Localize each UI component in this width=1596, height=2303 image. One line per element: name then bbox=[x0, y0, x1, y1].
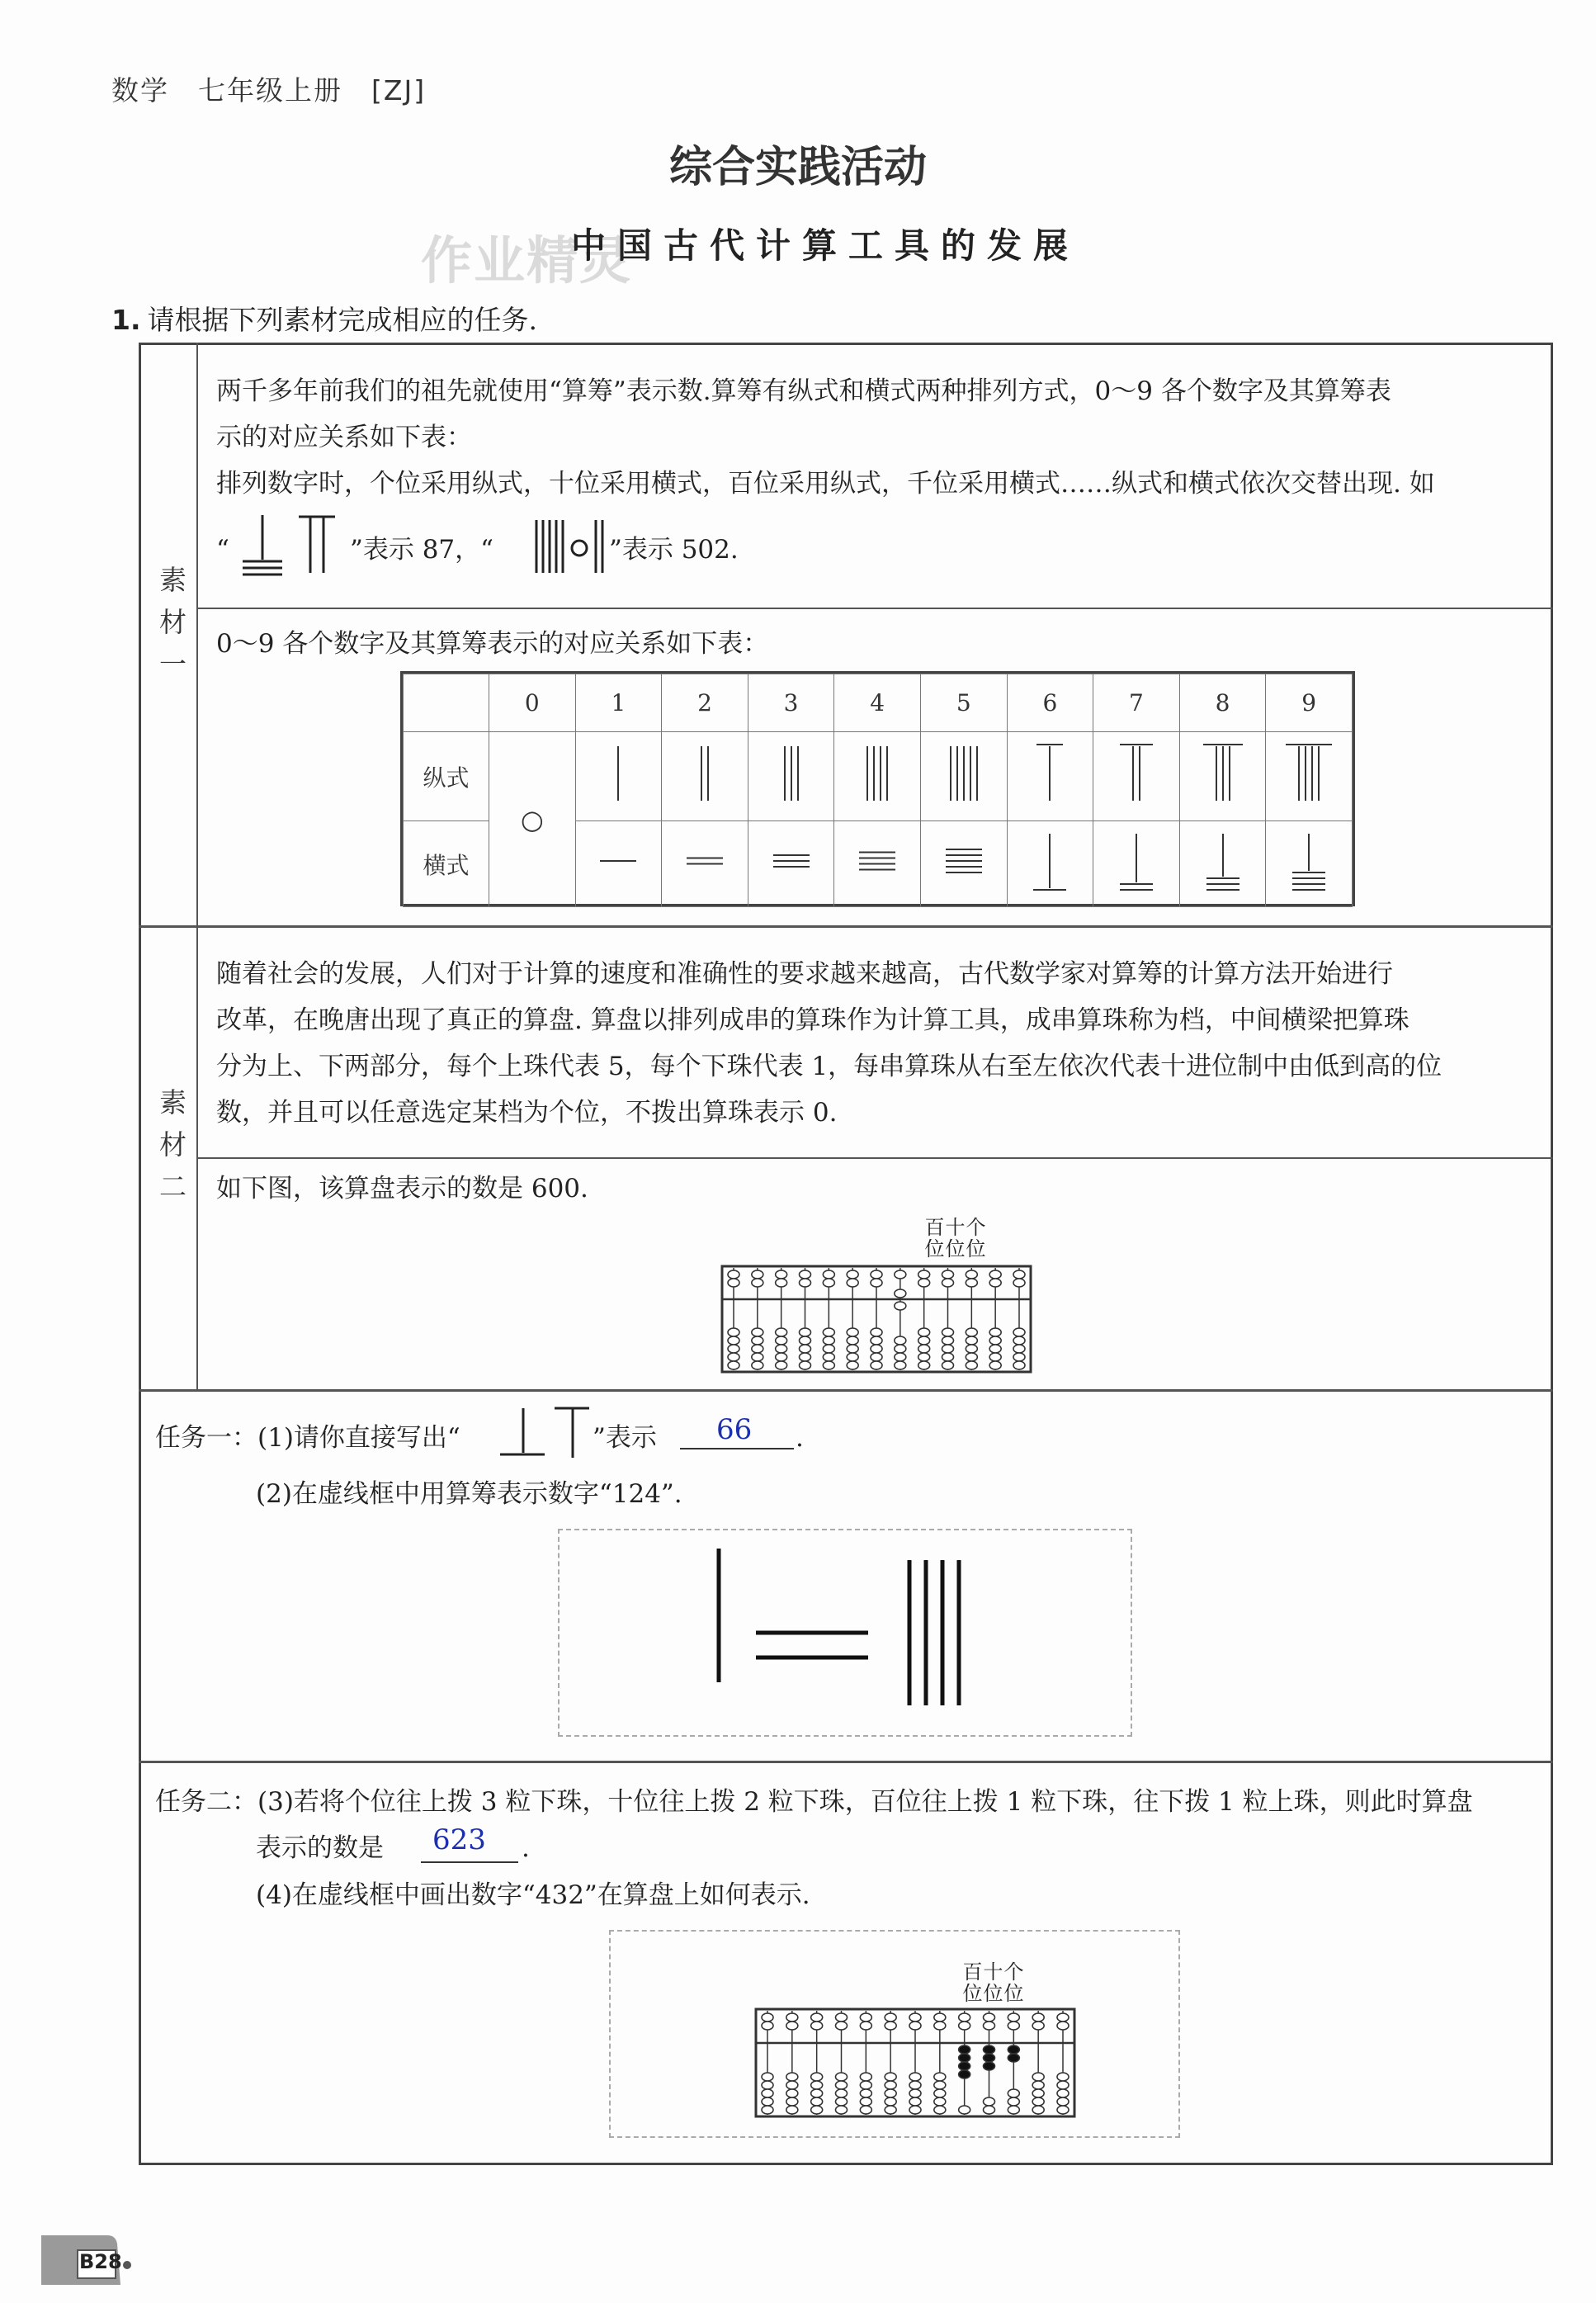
abacus-bead bbox=[811, 2106, 823, 2114]
abacus-bead bbox=[942, 1361, 954, 1369]
abacus2-label-bottom: 位位位 bbox=[962, 1982, 1025, 2005]
abacus-bead bbox=[1008, 2022, 1019, 2030]
vertical-rod-6 bbox=[1007, 732, 1093, 821]
example-502-text: ”表示 502. bbox=[609, 535, 739, 565]
abacus-bead bbox=[1057, 2081, 1069, 2089]
abacus-bead bbox=[800, 1279, 811, 1287]
abacus-bead bbox=[895, 1289, 906, 1298]
abacus-bead bbox=[966, 1345, 977, 1353]
abacus-bead bbox=[989, 1336, 1001, 1345]
abacus-bead bbox=[1057, 2089, 1069, 2097]
example-open-quote-1: “ bbox=[216, 535, 229, 565]
abacus-bead bbox=[885, 2022, 896, 2030]
material1-text bbox=[216, 368, 1537, 507]
abacus-bead bbox=[811, 2022, 823, 2030]
abacus-bead bbox=[786, 2022, 798, 2030]
abacus-bead bbox=[836, 2022, 848, 2030]
abacus-bead bbox=[728, 1279, 739, 1287]
task1-suffix: ”表示 bbox=[593, 1423, 657, 1453]
abacus-bead bbox=[811, 2081, 823, 2089]
abacus-bead bbox=[918, 1279, 930, 1287]
abacus-bead bbox=[762, 2013, 773, 2022]
horizontal-rod-3 bbox=[748, 821, 834, 907]
material1-example bbox=[216, 522, 1537, 588]
abacus-bead bbox=[1013, 1353, 1025, 1361]
abacus-bead bbox=[776, 1353, 787, 1361]
abacus-bead bbox=[800, 1270, 811, 1279]
table-corner bbox=[404, 674, 489, 732]
abacus-bead bbox=[989, 1361, 1001, 1369]
rod-numeral-66 bbox=[495, 1405, 593, 1463]
abacus-bead bbox=[918, 1353, 930, 1361]
abacus-bead bbox=[959, 2062, 970, 2070]
table-header-5: 5 bbox=[920, 674, 1007, 732]
abacus-bead bbox=[1032, 2013, 1044, 2022]
abacus-bead bbox=[786, 2081, 798, 2089]
abacus-bead bbox=[800, 1336, 811, 1345]
abacus-bead bbox=[786, 2106, 798, 2114]
abacus-bead bbox=[776, 1345, 787, 1353]
abacus-bead bbox=[752, 1353, 763, 1361]
abacus-bead bbox=[836, 2081, 848, 2089]
horizontal-rod-5 bbox=[920, 821, 1007, 907]
abacus-bead bbox=[752, 1270, 763, 1279]
abacus-bead bbox=[909, 2089, 921, 2097]
divider-m1-inner bbox=[196, 608, 1553, 609]
abacus-bead bbox=[823, 1336, 834, 1345]
task1-prefix: 任务一：(1)请你直接写出“ bbox=[155, 1423, 460, 1453]
question-number: 1. bbox=[111, 304, 141, 336]
task2-line1: 任务二：(3)若将个位往上拨 3 粒下珠，十位往上拨 2 粒下珠，百位往上拨 1 粒下珠，往下拨 1 粒上珠，则此时算盘 bbox=[155, 1787, 1473, 1817]
abacus-bead bbox=[1008, 2097, 1019, 2106]
task1-end: . bbox=[796, 1423, 804, 1453]
material1-label: 素材一 bbox=[155, 565, 187, 692]
abacus-bead bbox=[1008, 2106, 1019, 2114]
table-intro: 0～9 各个数字及其算筹表示的对应关系如下表： bbox=[216, 629, 769, 659]
horizontal-rod-7 bbox=[1093, 821, 1180, 907]
example-87-text: ”表示 87，“ bbox=[350, 535, 493, 565]
abacus-bead bbox=[934, 2073, 946, 2081]
abacus-bead bbox=[959, 2045, 970, 2054]
rod-numeral-502 bbox=[530, 513, 607, 579]
abacus-bead bbox=[836, 2013, 848, 2022]
row-label-vertical: 纵式 bbox=[404, 732, 489, 821]
task2-part4: (4)在虚线框中画出数字“432”在算盘上如何表示. bbox=[256, 1880, 810, 1910]
material1-para3: 排列数字时，个位采用纵式，十位采用横式，百位采用纵式，千位采用横式……纵式和横式依次交替出现. 如 bbox=[216, 469, 1435, 499]
abacus-bead bbox=[966, 1279, 977, 1287]
abacus-bead bbox=[1013, 1336, 1025, 1345]
task2-line2-prefix: 表示的数是 bbox=[256, 1833, 384, 1863]
abacus-bead bbox=[847, 1353, 858, 1361]
table-header-1: 1 bbox=[575, 674, 662, 732]
abacus-bead bbox=[1032, 2081, 1044, 2089]
abacus-bead bbox=[811, 2073, 823, 2081]
abacus-bead bbox=[847, 1270, 858, 1279]
abacus-bead bbox=[871, 1279, 882, 1287]
abacus-bead bbox=[800, 1345, 811, 1353]
abacus-bead bbox=[1008, 2013, 1019, 2022]
abacus-bead bbox=[871, 1328, 882, 1336]
abacus-bead bbox=[823, 1270, 834, 1279]
rod-numeral-table bbox=[400, 671, 1355, 906]
abacus-bead bbox=[1057, 2097, 1069, 2106]
task2-line2-end: . bbox=[522, 1833, 530, 1863]
abacus-bead bbox=[847, 1279, 858, 1287]
abacus-bead bbox=[966, 1328, 977, 1336]
table-header-9: 9 bbox=[1266, 674, 1353, 732]
watermark: 作业精灵 bbox=[421, 230, 633, 291]
abacus-bead bbox=[1057, 2106, 1069, 2114]
abacus-bead bbox=[728, 1345, 739, 1353]
abacus-bead bbox=[942, 1279, 954, 1287]
horizontal-rod-1 bbox=[575, 821, 662, 907]
abacus-bead bbox=[984, 2106, 995, 2114]
abacus-bead bbox=[918, 1345, 930, 1353]
abacus-bead bbox=[989, 1353, 1001, 1361]
abacus-bead bbox=[966, 1353, 977, 1361]
abacus-bead bbox=[786, 2097, 798, 2106]
table-header-8: 8 bbox=[1179, 674, 1266, 732]
vertical-rod-7 bbox=[1093, 732, 1180, 821]
abacus-bead bbox=[942, 1353, 954, 1361]
abacus-bead bbox=[885, 2013, 896, 2022]
book-header: 数学 七年级上册 [ZJ] bbox=[111, 74, 427, 106]
abacus-bead bbox=[885, 2073, 896, 2081]
vertical-rod-4 bbox=[834, 732, 921, 821]
abacus-bead bbox=[1013, 1270, 1025, 1279]
material2-example: 如下图，该算盘表示的数是 600. bbox=[216, 1174, 588, 1204]
abacus-bead bbox=[989, 1328, 1001, 1336]
abacus-bead bbox=[909, 2013, 921, 2022]
abacus-bead bbox=[885, 2106, 896, 2114]
abacus-bead bbox=[823, 1328, 834, 1336]
abacus-bead bbox=[836, 2106, 848, 2114]
abacus-bead bbox=[909, 2106, 921, 2114]
page-subtitle: 中国古代计算工具的发展 bbox=[570, 225, 1079, 266]
abacus-bead bbox=[1032, 2073, 1044, 2081]
task2-answer: 623 bbox=[432, 1823, 486, 1856]
abacus-bead bbox=[1008, 2089, 1019, 2097]
abacus-bead bbox=[918, 1328, 930, 1336]
abacus-bead bbox=[823, 1345, 834, 1353]
abacus-600 bbox=[720, 1265, 1032, 1374]
abacus-bead bbox=[728, 1361, 739, 1369]
abacus-bead bbox=[786, 2013, 798, 2022]
horizontal-rod-4 bbox=[834, 821, 921, 907]
abacus-bead bbox=[860, 2106, 871, 2114]
table-header-7: 7 bbox=[1093, 674, 1180, 732]
abacus-bead bbox=[776, 1336, 787, 1345]
abacus-bead bbox=[762, 2022, 773, 2030]
divider-task1-task2 bbox=[139, 1761, 1553, 1763]
question-prompt bbox=[111, 299, 537, 338]
page-title: 综合实践活动 bbox=[668, 143, 927, 192]
abacus-bead bbox=[1013, 1361, 1025, 1369]
abacus-bead bbox=[860, 2073, 871, 2081]
divider-m2-inner bbox=[196, 1157, 1553, 1159]
abacus-bead bbox=[811, 2013, 823, 2022]
abacus-bead bbox=[752, 1345, 763, 1353]
abacus1-label-bottom: 位位位 bbox=[924, 1237, 987, 1260]
abacus-bead bbox=[847, 1361, 858, 1369]
abacus-bead bbox=[934, 2097, 946, 2106]
abacus-bead bbox=[786, 2073, 798, 2081]
abacus-bead bbox=[1032, 2097, 1044, 2106]
abacus-bead bbox=[762, 2089, 773, 2097]
abacus-bead bbox=[1057, 2022, 1069, 2030]
abacus-bead bbox=[762, 2097, 773, 2106]
abacus-bead bbox=[847, 1345, 858, 1353]
abacus-bead bbox=[1032, 2106, 1044, 2114]
abacus-bead bbox=[934, 2013, 946, 2022]
abacus-bead bbox=[885, 2081, 896, 2089]
abacus-bead bbox=[762, 2073, 773, 2081]
abacus-bead bbox=[762, 2106, 773, 2114]
abacus-bead bbox=[776, 1328, 787, 1336]
abacus-bead bbox=[934, 2106, 946, 2114]
question-text: 请根据下列素材完成相应的任务. bbox=[147, 304, 537, 336]
abacus-bead bbox=[1008, 2054, 1019, 2062]
abacus-bead bbox=[1013, 1345, 1025, 1353]
abacus-bead bbox=[934, 2081, 946, 2089]
abacus-bead bbox=[895, 1336, 906, 1345]
abacus-bead bbox=[860, 2097, 871, 2106]
abacus-bead bbox=[871, 1361, 882, 1369]
abacus-bead bbox=[909, 2073, 921, 2081]
table-header-4: 4 bbox=[834, 674, 921, 732]
abacus-bead bbox=[918, 1270, 930, 1279]
zero-cell: ○ bbox=[489, 732, 576, 907]
abacus-bead bbox=[885, 2089, 896, 2097]
vertical-rod-8 bbox=[1179, 732, 1266, 821]
rod-numeral-124-answer bbox=[690, 1535, 995, 1733]
abacus2-label-top: 百十个 bbox=[962, 1960, 1025, 1984]
abacus-bead bbox=[871, 1345, 882, 1353]
abacus-bead bbox=[860, 2081, 871, 2089]
material2-label: 素材二 bbox=[155, 1088, 187, 1214]
horizontal-rod-9 bbox=[1266, 821, 1353, 907]
abacus-bead bbox=[847, 1328, 858, 1336]
abacus1-label-top: 百十个 bbox=[924, 1216, 987, 1239]
abacus-bead bbox=[1032, 2022, 1044, 2030]
abacus-bead bbox=[800, 1361, 811, 1369]
abacus-bead bbox=[934, 2089, 946, 2097]
abacus2-labels bbox=[961, 1961, 1027, 2004]
page-number-badge bbox=[41, 2235, 140, 2285]
divider-m2-task1 bbox=[139, 1389, 1553, 1392]
abacus-bead bbox=[909, 2097, 921, 2106]
abacus-bead bbox=[811, 2097, 823, 2106]
abacus-bead bbox=[836, 2097, 848, 2106]
abacus1-labels bbox=[923, 1217, 989, 1260]
abacus-bead bbox=[776, 1361, 787, 1369]
abacus-bead bbox=[942, 1345, 954, 1353]
abacus-bead bbox=[1032, 2089, 1044, 2097]
vertical-rod-3 bbox=[748, 732, 834, 821]
abacus-bead bbox=[885, 2097, 896, 2106]
rod-numeral-87 bbox=[234, 513, 350, 579]
vertical-rod-1 bbox=[575, 732, 662, 821]
divider-m1-m2 bbox=[139, 925, 1553, 928]
abacus-bead bbox=[895, 1270, 906, 1279]
abacus-bead bbox=[984, 2097, 995, 2106]
abacus-bead bbox=[752, 1361, 763, 1369]
vertical-rod-5 bbox=[920, 732, 1007, 821]
abacus-bead bbox=[1008, 2045, 1019, 2054]
task1-answer: 66 bbox=[716, 1413, 753, 1446]
abacus-bead bbox=[966, 1270, 977, 1279]
abacus-bead bbox=[895, 1361, 906, 1369]
abacus-bead bbox=[918, 1361, 930, 1369]
abacus-bead bbox=[989, 1270, 1001, 1279]
abacus-bead bbox=[1057, 2013, 1069, 2022]
table-header-0: 0 bbox=[489, 674, 576, 732]
abacus-bead bbox=[728, 1270, 739, 1279]
abacus-bead bbox=[800, 1328, 811, 1336]
abacus-bead bbox=[989, 1345, 1001, 1353]
abacus-bead bbox=[823, 1279, 834, 1287]
abacus-bead bbox=[871, 1336, 882, 1345]
abacus-bead bbox=[918, 1336, 930, 1345]
abacus-bead bbox=[752, 1328, 763, 1336]
table-header-3: 3 bbox=[748, 674, 834, 732]
abacus-432-answer bbox=[754, 2007, 1076, 2118]
abacus-bead bbox=[728, 1328, 739, 1336]
abacus-bead bbox=[966, 1361, 977, 1369]
abacus-bead bbox=[823, 1353, 834, 1361]
abacus-bead bbox=[966, 1336, 977, 1345]
material1-para2: 示的对应关系如下表： bbox=[216, 423, 472, 452]
abacus-bead bbox=[959, 2013, 970, 2022]
abacus-bead bbox=[959, 2054, 970, 2062]
abacus-bead bbox=[959, 2070, 970, 2078]
material2-text bbox=[216, 951, 1537, 1136]
horizontal-rod-2 bbox=[662, 821, 748, 907]
abacus-bead bbox=[823, 1361, 834, 1369]
abacus-bead bbox=[800, 1353, 811, 1361]
abacus-bead bbox=[836, 2089, 848, 2097]
abacus-bead bbox=[752, 1279, 763, 1287]
material2-line1: 随着社会的发展，人们对于计算的速度和准确性的要求越来越高，古代数学家对算筹的计算方法开始进行 bbox=[216, 959, 1393, 989]
horizontal-rod-8 bbox=[1179, 821, 1266, 907]
table-header-2: 2 bbox=[662, 674, 748, 732]
abacus-bead bbox=[934, 2022, 946, 2030]
abacus-bead bbox=[984, 2045, 995, 2054]
abacus-bead bbox=[1013, 1279, 1025, 1287]
abacus-bead bbox=[1013, 1328, 1025, 1336]
abacus-bead bbox=[752, 1336, 763, 1345]
abacus-bead bbox=[909, 2022, 921, 2030]
abacus-bead bbox=[871, 1353, 882, 1361]
abacus-bead bbox=[984, 2062, 995, 2070]
page-number: B28 bbox=[79, 2250, 122, 2273]
abacus-bead bbox=[959, 2106, 970, 2114]
abacus-bead bbox=[984, 2013, 995, 2022]
abacus-bead bbox=[989, 1279, 1001, 1287]
abacus-bead bbox=[836, 2073, 848, 2081]
abacus-bead bbox=[942, 1328, 954, 1336]
abacus-bead bbox=[847, 1336, 858, 1345]
material2-line3: 分为上、下两部分，每个上珠代表 5，每个下珠代表 1，每串算珠从右至左依次代表十进位制中由低到高的位 bbox=[216, 1052, 1443, 1081]
abacus-bead bbox=[786, 2089, 798, 2097]
task2-line2 bbox=[256, 1825, 751, 1875]
abacus-bead bbox=[776, 1279, 787, 1287]
abacus-bead bbox=[860, 2089, 871, 2097]
abacus-bead bbox=[895, 1345, 906, 1353]
abacus-bead bbox=[984, 2022, 995, 2030]
table-header-6: 6 bbox=[1007, 674, 1093, 732]
vertical-rod-9 bbox=[1266, 732, 1353, 821]
abacus-bead bbox=[895, 1302, 906, 1310]
abacus-bead bbox=[762, 2081, 773, 2089]
vertical-rod-2 bbox=[662, 732, 748, 821]
row-label-horizontal: 横式 bbox=[404, 821, 489, 907]
horizontal-rod-6 bbox=[1007, 821, 1093, 907]
task1-line1 bbox=[155, 1410, 1558, 1468]
abacus-bead bbox=[860, 2022, 871, 2030]
abacus-bead bbox=[959, 2022, 970, 2030]
abacus-bead bbox=[1057, 2073, 1069, 2081]
abacus-bead bbox=[728, 1353, 739, 1361]
material2-line4: 数，并且可以任意选定某档为个位，不拨出算珠表示 0. bbox=[216, 1098, 838, 1128]
abacus-bead bbox=[811, 2089, 823, 2097]
task1-part2: (2)在虚线框中用算筹表示数字“124”. bbox=[256, 1479, 682, 1509]
label-column-divider bbox=[196, 343, 198, 1389]
abacus-bead bbox=[942, 1336, 954, 1345]
abacus-bead bbox=[860, 2013, 871, 2022]
abacus-bead bbox=[942, 1270, 954, 1279]
abacus-bead bbox=[895, 1353, 906, 1361]
abacus-bead bbox=[871, 1270, 882, 1279]
material2-line2: 改革，在晚唐出现了真正的算盘. 算盘以排列成串的算珠作为计算工具，成串算珠称为档，中间横梁把算珠 bbox=[216, 1005, 1409, 1035]
abacus-bead bbox=[776, 1270, 787, 1279]
abacus-bead bbox=[728, 1336, 739, 1345]
abacus-bead bbox=[909, 2081, 921, 2089]
abacus-bead bbox=[984, 2054, 995, 2062]
material1-para1: 两千多年前我们的祖先就使用“算筹”表示数.算筹有纵式和横式两种排列方式，0～9 各个数字及其算筹表 bbox=[216, 376, 1391, 406]
